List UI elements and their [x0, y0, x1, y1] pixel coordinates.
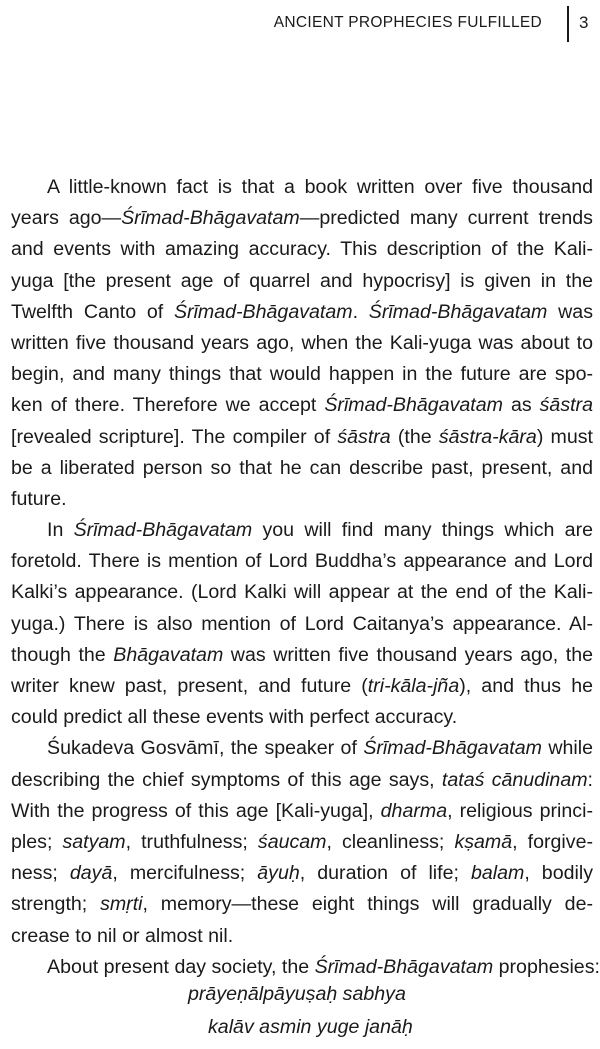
text-run: you will find many things which are — [252, 519, 594, 542]
text-run: written five thousand years ago, when the Kali-yuga was about to — [11, 331, 593, 354]
paragraph — [11, 515, 593, 733]
text-run: ness; — [11, 862, 70, 885]
italic-term: tri-kāla-jña — [367, 675, 460, 697]
paragraph — [11, 733, 593, 951]
italic-term: dharma — [380, 799, 448, 822]
text-run: —predicted many current trends — [299, 207, 593, 230]
text-run: , religious princi- — [447, 799, 593, 822]
text-run: was — [547, 300, 593, 323]
text-run: Twelfth Canto of — [11, 300, 174, 323]
paragraph — [11, 172, 593, 515]
text-line — [11, 827, 593, 858]
text-run: , forgive- — [512, 830, 593, 853]
italic-term: Śrīmad-Bhāgavatam — [324, 394, 503, 417]
text-run: yuga.) There is also mention of Lord Caitanya’s appearance. Al- — [11, 612, 593, 635]
text-run: ken of there. Therefore we accept — [11, 394, 325, 417]
text-run: : — [587, 768, 593, 791]
text-run: About present day society, the — [47, 955, 315, 978]
verse-line: kalāv asmin yuge janāḥ — [208, 1016, 413, 1038]
verse-line: prāyeṇālpāyuṣaḥ sabhya — [188, 983, 406, 1005]
text-line — [11, 858, 593, 889]
text-run: while — [541, 737, 593, 760]
text-run: A little-known fact is that a book written over five thousand — [47, 176, 593, 198]
text-run: . — [352, 300, 369, 323]
text-line — [11, 453, 593, 484]
text-run: yuga [the present age of quarrel and hypocrisy] is given in the — [11, 269, 593, 292]
text-line — [11, 609, 593, 640]
text-run: could predict all these events with perfect accuracy. — [11, 706, 458, 729]
text-line — [11, 172, 593, 203]
text-run: [revealed scripture]. The compiler of — [11, 425, 338, 448]
running-header — [0, 0, 600, 48]
text-line — [11, 577, 593, 608]
text-run: strength; — [11, 893, 101, 916]
text-run: , truthfulness; — [125, 830, 258, 853]
italic-term: Śrīmad-Bhāgavatam — [363, 737, 542, 760]
text-run: writer knew past, present, and future ( — [11, 675, 368, 697]
text-run: be a liberated person so that he can describe past, present, and — [11, 456, 593, 479]
text-line — [11, 640, 593, 671]
italic-term: śaucam — [257, 830, 327, 853]
text-run: ), and thus he — [459, 675, 593, 697]
italic-term: satyam — [62, 830, 126, 853]
text-line — [11, 203, 593, 234]
text-run: Śukadeva Gosvāmī, the speaker of — [47, 737, 364, 760]
text-run: With the progress of this age [Kali-yuga], — [11, 799, 381, 822]
text-run: foretold. There is mention of Lord Buddha’s appearance and Lord — [11, 550, 593, 573]
text-line — [11, 328, 593, 359]
text-line — [11, 765, 593, 796]
italic-term: śāstra — [539, 394, 593, 417]
text-run: , bodily — [524, 862, 593, 885]
text-line — [11, 889, 593, 920]
text-run: ) must — [536, 425, 593, 448]
italic-term: dayā — [69, 862, 113, 885]
italic-term: smṛti — [100, 893, 143, 916]
text-line — [11, 266, 593, 297]
text-run: as — [502, 394, 540, 417]
text-run: begin, and many things that would happen in the future are spo- — [11, 363, 593, 386]
text-run: future. — [11, 487, 67, 510]
text-line — [11, 952, 600, 983]
italic-term: śāstra-kāra — [438, 425, 537, 448]
text-run: ples; — [11, 830, 63, 853]
text-run: Kalki’s appearance. (Lord Kalki will appear at the end of the Kali- — [11, 581, 593, 604]
text-line — [11, 671, 593, 702]
text-run: , mercifulness; — [112, 862, 258, 885]
page-number: 3 — [579, 13, 589, 32]
text-line — [11, 484, 593, 515]
text-line — [11, 359, 593, 390]
text-run: (the — [390, 425, 439, 448]
text-run: was written five thousand years ago, the — [223, 643, 593, 666]
text-line — [11, 515, 593, 546]
text-line — [11, 702, 593, 733]
header-divider — [567, 6, 569, 42]
paragraph — [11, 952, 600, 983]
text-run: , cleanliness; — [326, 830, 455, 853]
italic-term: śāstra — [337, 425, 391, 448]
text-line — [11, 546, 593, 577]
text-line — [11, 796, 593, 827]
italic-term: āyuḥ — [257, 862, 300, 885]
italic-term: kṣamā — [454, 830, 513, 853]
italic-term: Śrīmad-Bhāgavatam — [314, 955, 494, 978]
text-run: and events with amazing accuracy. This description of the Kali- — [11, 238, 593, 261]
text-line — [11, 234, 593, 265]
text-run: describing the chief symptoms of this age says, — [11, 768, 442, 791]
text-line — [11, 733, 593, 764]
text-run: In — [47, 519, 74, 542]
italic-term: tataś cānudinam — [441, 768, 588, 791]
italic-term: Śrīmad-Bhāgavatam — [73, 519, 253, 542]
text-run: though the — [11, 643, 114, 666]
text-run: , memory—these eight things will gradually de- — [142, 893, 593, 916]
text-run: crease to nil or almost nil. — [11, 924, 234, 947]
text-line — [11, 390, 593, 421]
italic-term: Śrīmad-Bhāgavatam — [173, 300, 353, 323]
text-run: , duration of life; — [299, 862, 471, 885]
body-text — [11, 172, 600, 983]
italic-term: Śrīmad-Bhāgavatam — [121, 207, 300, 230]
text-line — [11, 422, 593, 453]
running-title: ANCIENT PROPHECIES FULFILLED — [273, 14, 542, 31]
italic-term: balam — [470, 862, 525, 885]
text-line — [11, 921, 593, 952]
italic-term: Bhāgavatam — [113, 643, 224, 666]
text-line — [11, 297, 593, 328]
text-run: prophesies: — [493, 955, 600, 978]
italic-term: Śrīmad-Bhāgavatam — [368, 300, 548, 323]
text-run: years ago— — [11, 207, 122, 230]
